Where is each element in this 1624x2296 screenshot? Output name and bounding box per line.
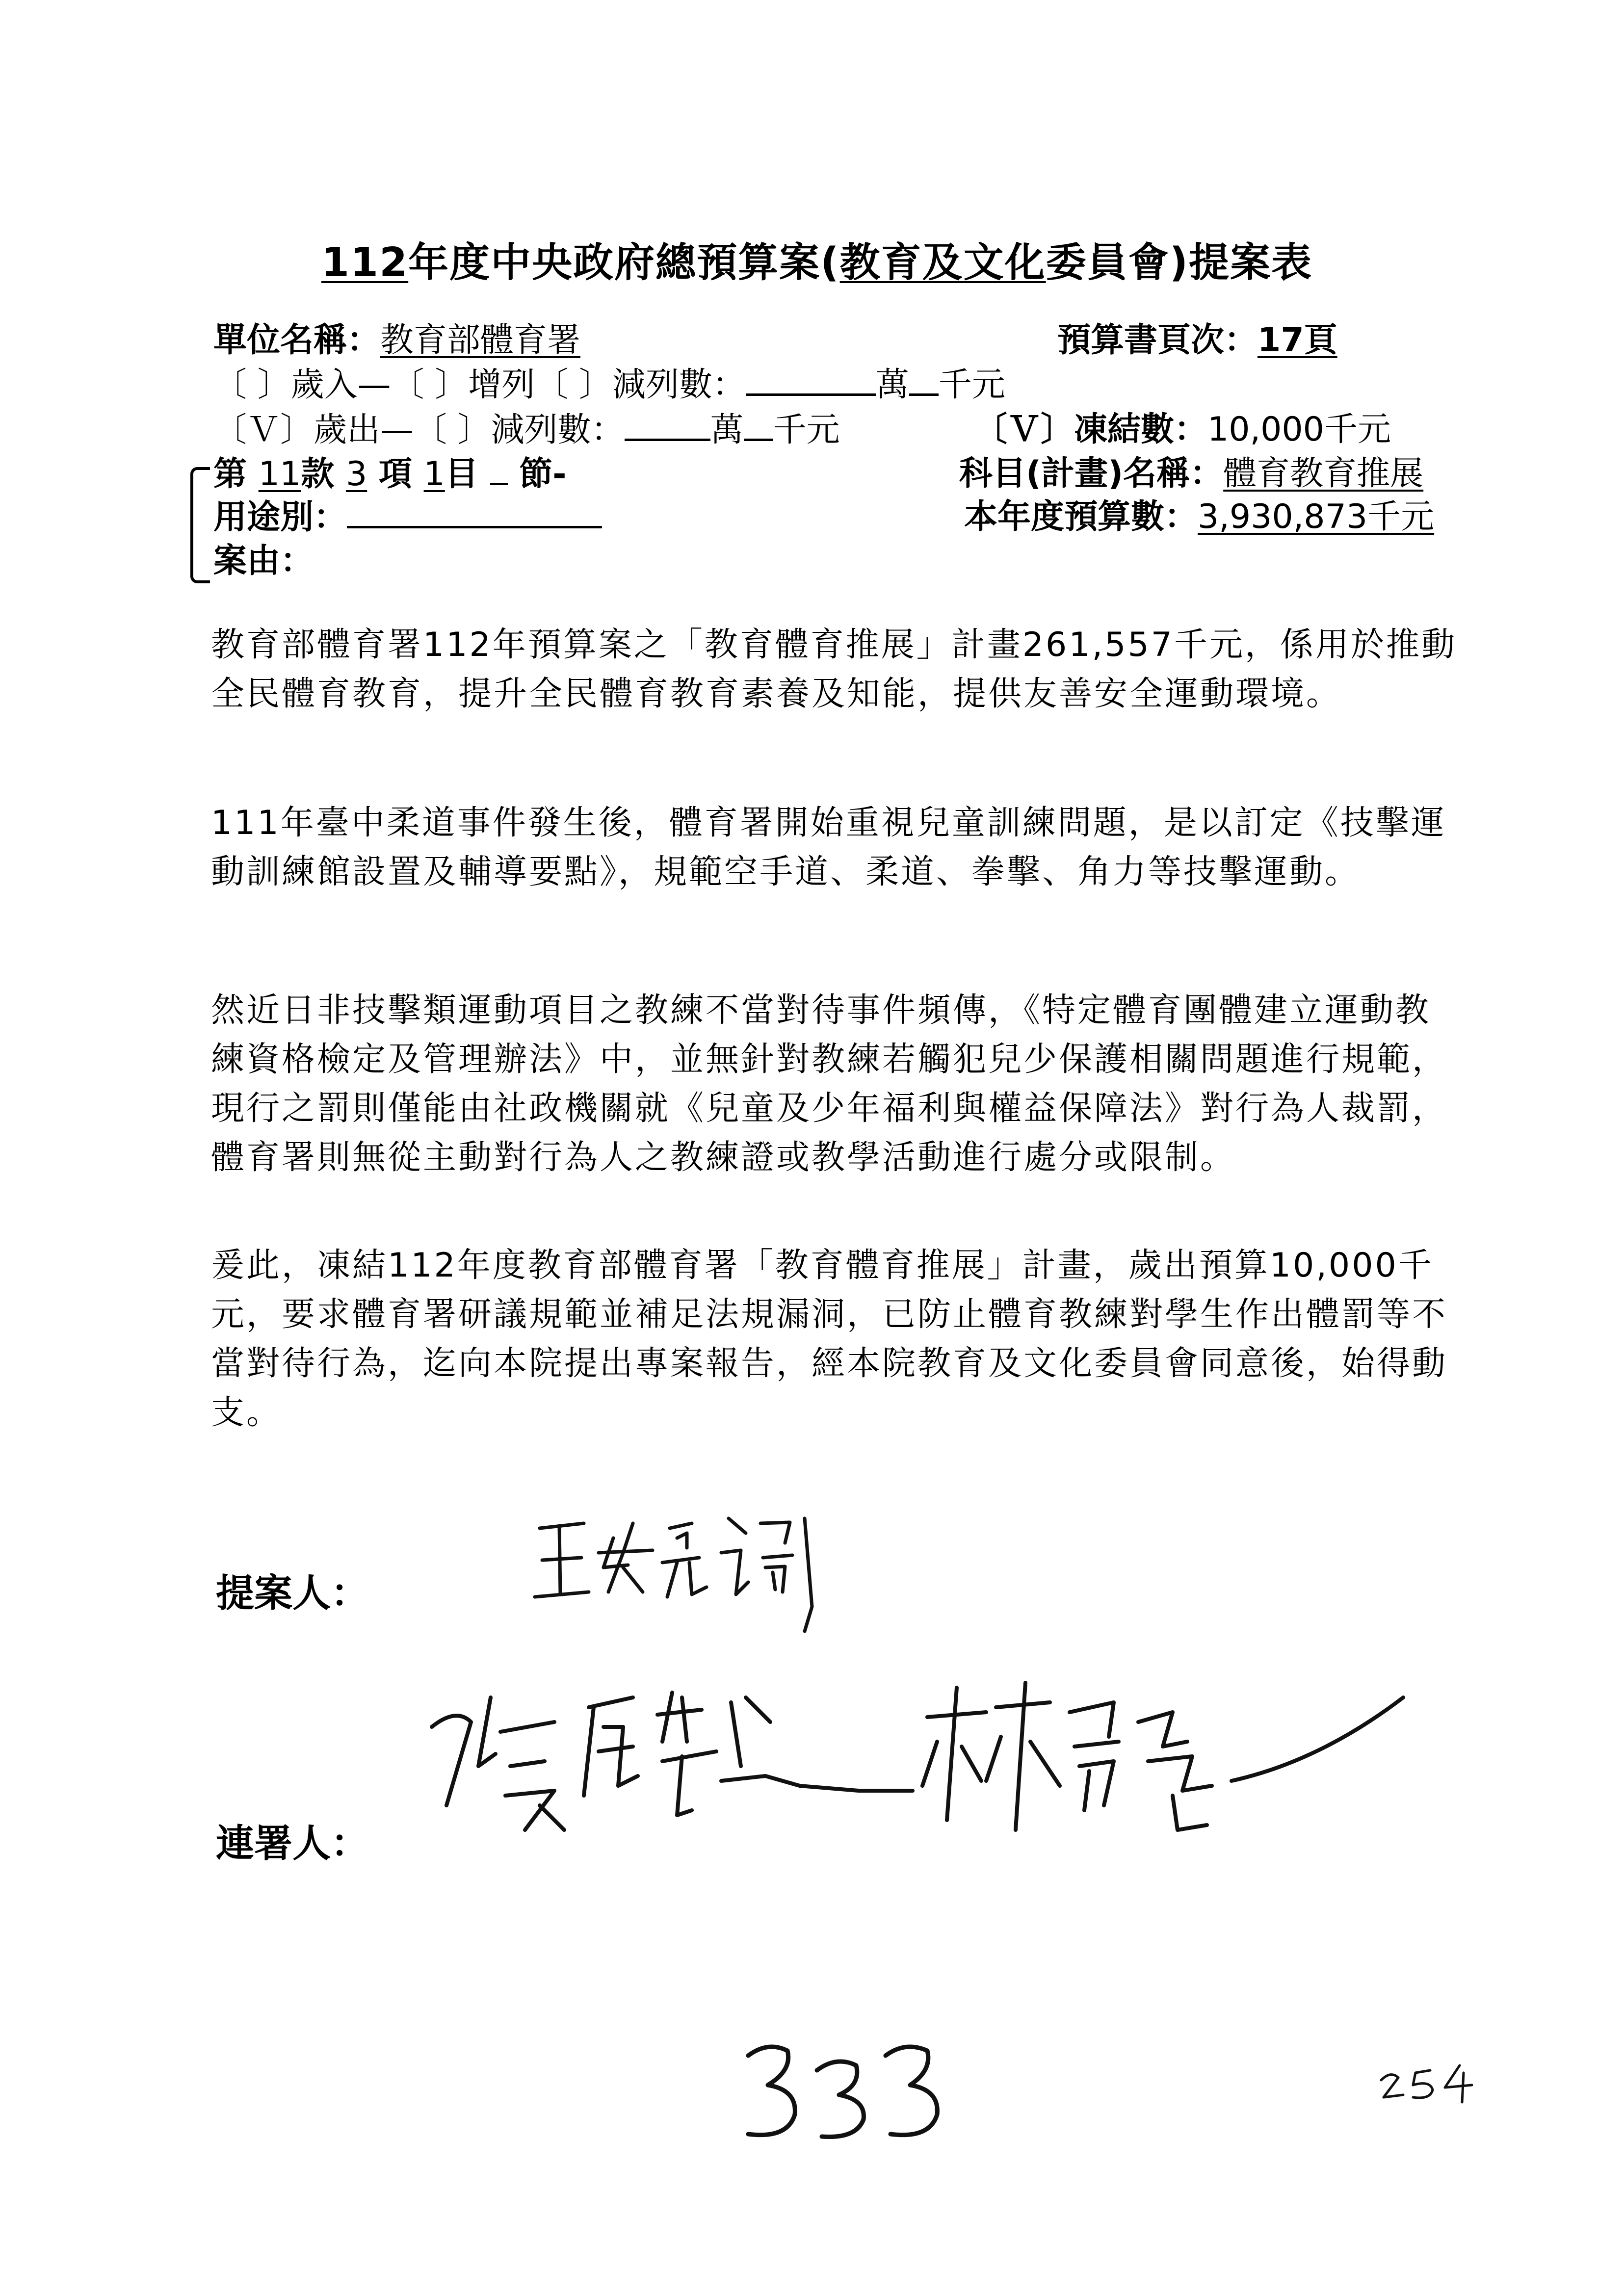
- page-ref-row: [1057, 321, 1337, 360]
- paragraph-3: 然近日非技擊類運動項目之教練不當對待事件頻傳，《特定體育團體建立運動教練資格檢定及管理辦法》中，並無針對教練若觸犯兒少保護相關問題進行規範，現行之罰則僅能由社政機關就《兒童及少年福利與權益保障法》對行為人裁罰，體育署則無從主動對行為人之教練證或教學活動進行處分或限制。: [211, 991, 1448, 1177]
- kuan-row: [213, 455, 567, 494]
- kuan-label: 款: [301, 455, 335, 494]
- exp-blank-qian: [744, 413, 773, 441]
- exp-wan: 萬: [710, 411, 744, 449]
- page-label: 預算書頁次：: [1057, 321, 1258, 360]
- paragraph-1: 教育部體育署112年預算案之「教育體育推展」計畫261,557千元，係用於推動全民體育教育，提升全民體育教育素養及知能，提供友善安全運動環境。: [211, 626, 1457, 713]
- page-value: 17頁: [1257, 321, 1337, 360]
- expenditure-row: [213, 413, 840, 447]
- budget-label: 本年度預算數：: [964, 497, 1198, 536]
- exp-blank-wan: [625, 413, 710, 441]
- exp-qian: 千元: [773, 411, 840, 449]
- title-year: 112: [321, 239, 409, 286]
- income-text: 〔 〕歲入—〔 〕增列〔 〕減列數：: [213, 365, 746, 404]
- paragraph-4: 爰此，凍結112年度教育部體育署「教育體育推展」計畫，歲出預算10,000千元，要求體育署研議規範並補足法規漏洞，已防止體育教練對學生作出體罰等不當對待行為，迄向本院提出專案報告，經本院教育及文化委員會同意後，始得動支。: [211, 1246, 1448, 1432]
- mu-number: 1: [423, 455, 445, 494]
- freeze-label: 〔Ｖ〕凍結數：: [974, 410, 1208, 449]
- usage-label: 用途別：: [213, 498, 347, 537]
- title-part2: 委員會)提案表: [1046, 239, 1313, 286]
- unit-value: 教育部體育署: [380, 321, 581, 360]
- unit-row: [213, 321, 581, 360]
- income-wan: 萬: [875, 365, 909, 404]
- reason-row: [213, 542, 314, 580]
- unit-label: 單位名稱：: [213, 321, 381, 360]
- paragraph-2: 111年臺中柔道事件發生後，體育署開始重視兒童訓練問題，是以訂定《技擊運動訓練館設置及輔導要點》，規範空手道、柔道、拳擊、角力等技擊運動。: [211, 804, 1446, 891]
- title-committee: 教育及文化: [839, 239, 1046, 286]
- proposer-label: 提案人：: [216, 1571, 369, 1616]
- income-blank-qian: [909, 368, 939, 396]
- subject-row: [959, 454, 1424, 493]
- handwritten-page-number: [733, 2036, 949, 2149]
- freeze-value: 10,000千元: [1207, 410, 1391, 449]
- expenditure-text: 〔Ｖ〕歲出—〔 〕減列數：: [213, 411, 625, 449]
- xiang-label: 項: [378, 455, 412, 494]
- budget-value: 3,930,873千元: [1198, 497, 1435, 536]
- cosigner-signatures: [427, 1668, 1438, 1884]
- handwritten-corner-number: [1376, 2058, 1479, 2105]
- document-title: [321, 231, 1312, 288]
- usage-row: [213, 498, 602, 537]
- cosigner-label: 連署人：: [216, 1822, 369, 1866]
- kuan-prefix: 第: [213, 455, 247, 494]
- income-blank-wan: [746, 368, 876, 396]
- mu-label: 目: [445, 455, 478, 494]
- title-part1: 年度中央政府總預算案(: [408, 239, 840, 286]
- jie-blank: [490, 457, 508, 485]
- reason-bracket: [190, 467, 210, 583]
- income-qian: 千元: [938, 365, 1005, 404]
- income-row: [213, 365, 1005, 404]
- subject-label: 科目(計畫)名稱：: [959, 454, 1224, 493]
- budget-row: [964, 497, 1435, 536]
- jie-label: 節-: [519, 455, 567, 494]
- proposer-signature: [530, 1509, 849, 1641]
- kuan-number: 11: [258, 455, 301, 494]
- usage-blank: [347, 500, 602, 528]
- freeze-row: [974, 410, 1391, 449]
- reason-label: 案由：: [213, 542, 314, 580]
- xiang-number: 3: [345, 455, 367, 494]
- subject-value: 體育教育推展: [1223, 454, 1424, 493]
